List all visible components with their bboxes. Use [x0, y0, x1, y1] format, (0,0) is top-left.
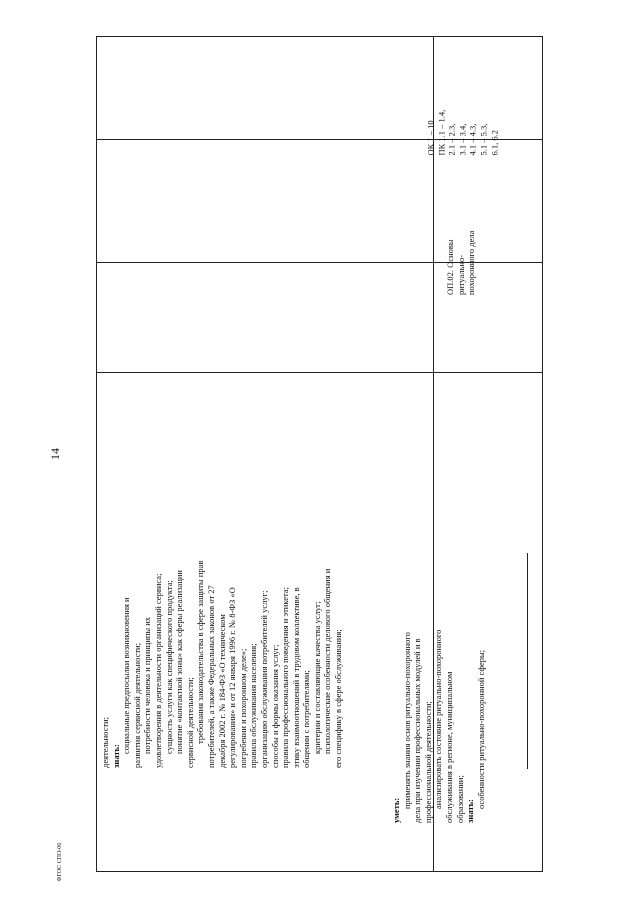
text-line: применять знания основ ритуально-похоронного: [401, 632, 412, 809]
text-line: требования законодательства в сфере защиты прав: [195, 560, 206, 744]
upper-section-text: [100, 278, 346, 768]
text-line: профессиональной деятельности;: [422, 701, 433, 823]
text-line: организацию обслуживания потребителей услуг;: [258, 590, 269, 768]
text-line: понятие «контактной зоны» как сферы реализации: [174, 570, 185, 754]
text-line: потребителей, а также Федеральных законов от 27: [205, 585, 216, 768]
underline: [527, 553, 528, 769]
text-line: дела при изучении профессиональных модулей и в: [412, 638, 423, 823]
text-line: сущность услуги как специфического продукта;: [163, 580, 174, 754]
text-line: декабря 2002 г. № 184-ФЗ «О техническом: [216, 614, 227, 768]
text-line: 5.1 – 5.3,: [478, 123, 489, 156]
text-line: правила обслуживания населения;: [248, 643, 259, 768]
text-line: психологические особенности делового общения и: [322, 568, 333, 754]
text-line: 6.1, 6.2: [489, 130, 500, 156]
text-line: социальные предпосылки возникновения и: [121, 597, 132, 754]
lower-section-text: [391, 473, 491, 823]
text-line: 2.1 – 2.3,: [446, 123, 457, 156]
text-line: способы и формы оказания услуг;: [269, 644, 280, 768]
text-line: образовании;: [454, 775, 465, 823]
text-line: общении с потребителями;: [301, 670, 312, 768]
text-line: потребности человека и принципы их: [142, 616, 153, 754]
text-line: удовлетворения в деятельности организаций сервиса;: [152, 573, 163, 768]
text-line: деятельности;: [100, 716, 110, 768]
text-line: ОП.02. Основы: [445, 239, 455, 295]
text-line: сервисной деятельности;: [184, 677, 195, 768]
text-line: правила профессионального поведения и этикета;: [280, 586, 291, 768]
section-label: знать:: [465, 799, 476, 823]
text-line: регулировании» и от 12 января 1996 г. № 8-ФЗ «О: [227, 587, 238, 768]
text-line: ОК 1 – 10: [425, 120, 436, 156]
competencies-list: [426, 81, 506, 156]
text-line: развития сервисной деятельности;: [131, 643, 142, 768]
text-line: 3.1 – 3.4,: [457, 123, 468, 156]
section-label: уметь:: [391, 797, 401, 823]
text-line: ритуально-: [455, 254, 466, 295]
section-label: знать:: [110, 744, 121, 768]
text-line: этику взаимоотношений в трудовом коллективе, в: [290, 587, 301, 768]
footer-code: ФГОС СПО-06: [57, 842, 63, 882]
page-number: 14: [48, 448, 62, 460]
text-line: ПК 1.1 – 1.4,: [436, 109, 447, 156]
text-line: погребении и похоронном деле»;: [237, 648, 248, 768]
text-line: особенности ритуально-похоронной сферы;: [475, 649, 486, 809]
text-line: обслуживания в регионе, муниципальном: [443, 671, 454, 823]
text-line: его специфику в сфере обслуживания;: [333, 629, 344, 768]
text-line: анализировать состояние ритуально-похоронного: [433, 629, 444, 809]
text-line: 4.1 – 4.3,: [467, 123, 478, 156]
text-line: критерии и составляющие качества услуг;: [311, 601, 322, 754]
text-line: похоронного дела: [466, 230, 477, 295]
discipline-name: [445, 185, 495, 295]
